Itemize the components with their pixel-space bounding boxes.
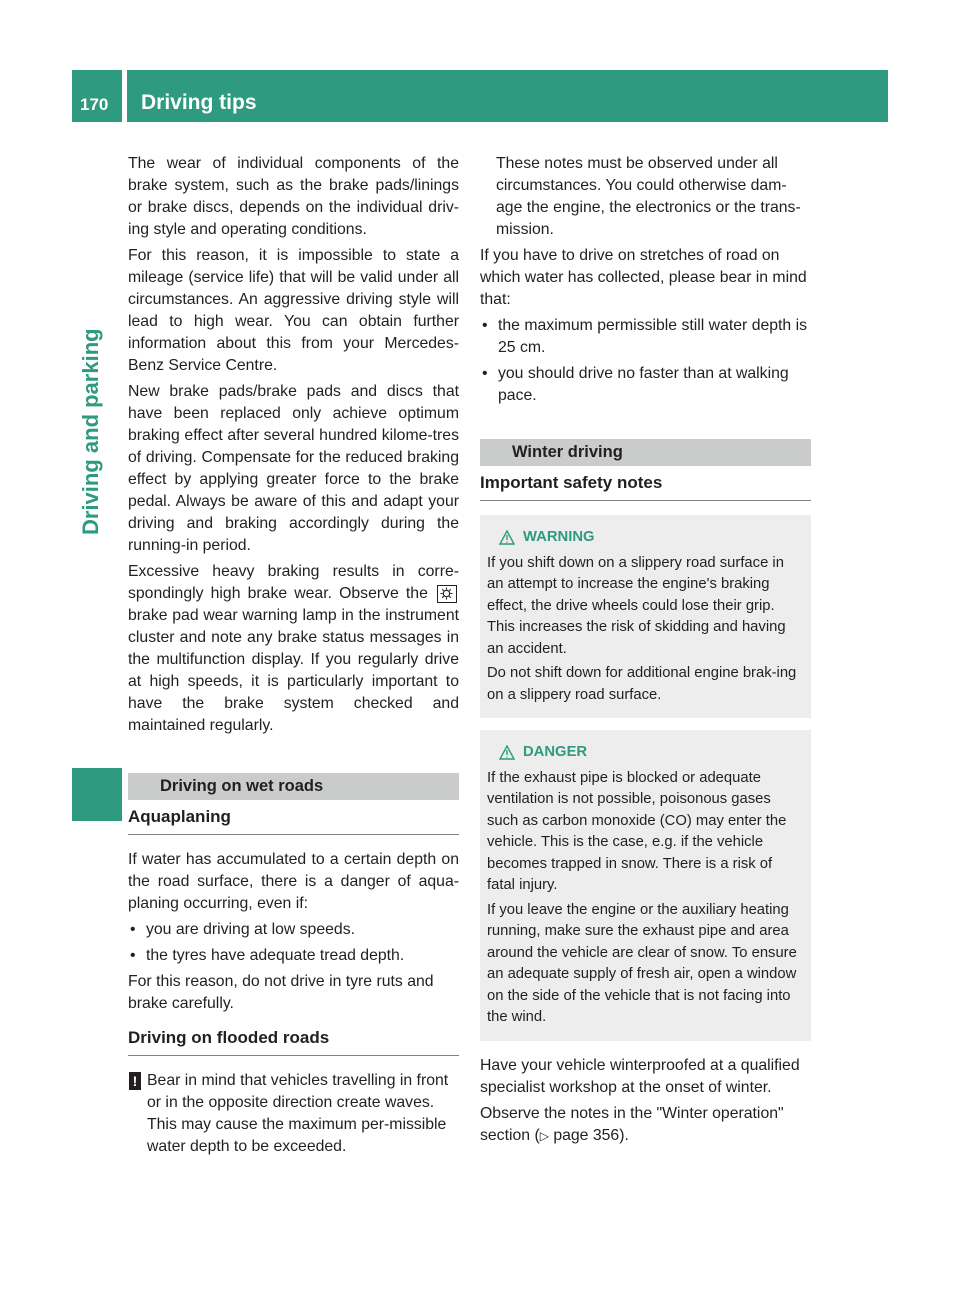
danger-text-2: If you leave the engine or the auxiliary heating running, make sure the exhaust pipe and area around the vehicle are clear of snow. To ensure an adequate supply of fresh air, open a window on the side of the vehicle that is not facing into the wind. (487, 901, 797, 1025)
heavy-braking-text-a: Excessive heavy braking results in corre-spondingly high brake wear. Observe the (128, 563, 459, 602)
warning-box (480, 515, 811, 718)
subheading-aquaplaning: Aquaplaning (128, 806, 459, 835)
winter-ref-page-link[interactable]: page 356). (553, 1126, 629, 1144)
danger-label: DANGER (523, 744, 588, 760)
note-continuation: These notes must be observed under all circumstances. You could otherwise dam-age the engine, the electronics or the trans-mission. (496, 155, 801, 238)
brake-wear-lamp-icon (437, 585, 457, 603)
paragraph-brake-wear: The wear of individual components of the brake system, such as the brake pads/linings or brake discs, depends on the individual driv-ing style and operating conditions. (128, 155, 459, 238)
warning-triangle-icon (499, 745, 515, 760)
list-item (128, 919, 459, 941)
warning-triangle-icon (499, 530, 515, 545)
bullet-dot: • (130, 921, 136, 938)
section-heading-winter-driving: Winter driving (480, 439, 811, 466)
warning-label: WARNING (523, 529, 595, 545)
page-reference-arrow-icon: ▷ (539, 1128, 549, 1143)
paragraph-heavy-braking (128, 561, 459, 737)
paragraph-flood-intro: If you have to drive on stretches of road on which water has collected, please bear in mind that: (480, 247, 807, 308)
note-exclamation-icon: ! (129, 1072, 141, 1090)
danger-box-title (487, 742, 804, 764)
note-waves-text: Bear in mind that vehicles travelling in front or in the opposite direction create waves. This may cause the maximum per-missible water depth to be exceeded. (147, 1072, 449, 1155)
danger-text-1: If the exhaust pipe is blocked or adequate ventilation is not possible, poisonous gases such as carbon monoxide (CO) may enter the vehicle. This is the case, e.g. if the vehicle becomes trapped in snow. There is a risk of fatal injury. (487, 769, 787, 893)
page-number: 170 (80, 95, 109, 114)
bullet-dot: • (130, 947, 136, 964)
chapter-side-label: Driving and parking (78, 328, 103, 535)
subheading-safety-notes: Important safety notes (480, 472, 811, 501)
winter-ref-text-a: Observe the notes in the "Winter operation" section ( (480, 1104, 784, 1144)
note-waves (128, 1070, 459, 1158)
list-item (128, 945, 459, 967)
paragraph-winterproofing: Have your vehicle winterproofed at a qualified specialist workshop at the onset of winter. (480, 1056, 800, 1096)
bullet-dot: • (482, 317, 488, 334)
bullet-text: you are driving at low speeds. (146, 921, 355, 938)
heavy-braking-text-b: brake pad wear warning lamp in the instrument cluster and note any brake status messages in the multifunction display. If you regularly drive at high speeds, it is particularly important to have the brake system checked and maintained regularly. (128, 607, 459, 734)
list-item (480, 315, 811, 359)
right-column (480, 153, 811, 1151)
paragraph-new-brake-pads: New brake pads/brake pads and discs that have been replaced only achieve optimum braking effect after several hundred kilome-tres of driving. Compensate for the reduced braking effect by applying greater force to the brake pedal. Always be aware of this and adapt your driving and braking accordingly during the running-in period. (128, 383, 459, 554)
bullet-dot: • (482, 365, 488, 382)
bullet-text: the tyres have adequate tread depth. (146, 947, 405, 964)
page-title: Driving tips (141, 91, 257, 114)
paragraph-aquaplaning-advice: For this reason, do not drive in tyre ruts and brake carefully. (128, 973, 434, 1012)
warning-text-2: Do not shift down for additional engine brak-ing on a slippery road surface. (487, 665, 797, 703)
paragraph-winter-operation-ref (480, 1103, 811, 1147)
bullet-text: you should drive no faster than at walking pace. (498, 365, 789, 404)
chapter-side-marker (72, 768, 122, 821)
bullet-text: the maximum permissible still water depth is 25 cm. (498, 317, 808, 356)
danger-box (480, 730, 811, 1041)
warning-text-1: If you shift down on a slippery road surface in an attempt to increase the engine's braking effect, the drive wheels could lose their grip. This increases the risk of skidding and having an accident. (487, 554, 786, 657)
paragraph-service-life: For this reason, it is impossible to state a mileage (service life) that will be valid under all circumstances. An aggressive driving style will lead to high wear. You can obtain further information about this from your Mercedes-Benz Service Centre. (128, 247, 459, 374)
left-column (128, 153, 459, 1158)
paragraph-aquaplaning-intro: If water has accumulated to a certain depth on the road surface, there is a danger of aqua-planing occurring, even if: (128, 851, 459, 912)
warning-box-title (487, 527, 804, 549)
subheading-flooded-roads: Driving on flooded roads (128, 1027, 459, 1056)
section-heading-wet-roads: Driving on wet roads (128, 773, 459, 800)
list-item (480, 363, 811, 407)
